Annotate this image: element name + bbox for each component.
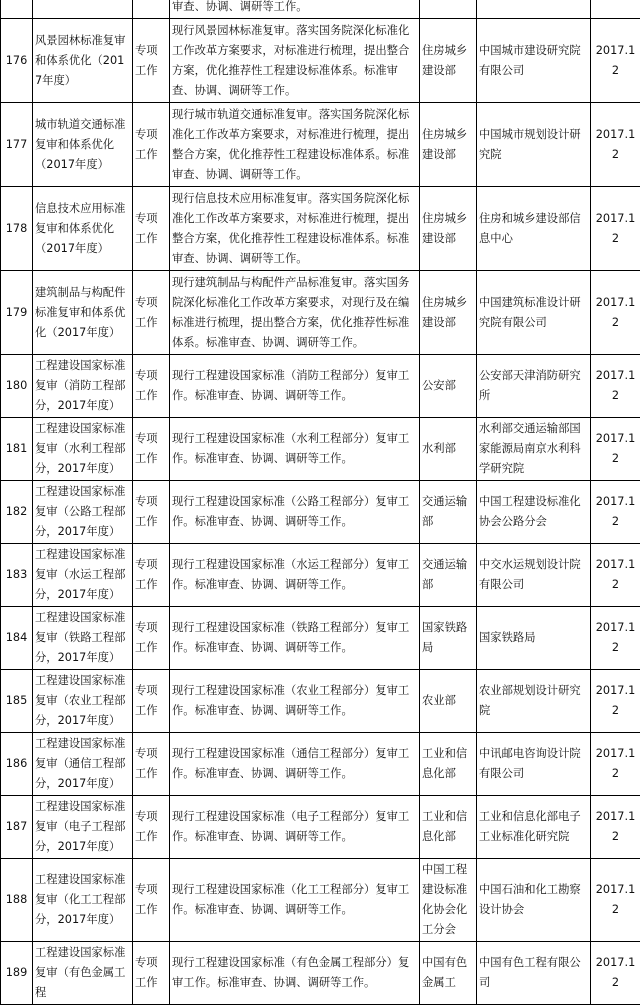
table-row: [1, 103, 640, 187]
cell-department: 住房城乡建设部: [420, 271, 477, 355]
cell-department: 交通运输部: [420, 544, 477, 607]
cell-type: 专项工作: [133, 796, 170, 859]
cell-type: 专项工作: [133, 544, 170, 607]
cell-number: 186: [1, 733, 33, 796]
table-row: [1, 355, 640, 418]
cell-project: 城市轨道交通标准复审和体系优化（2017年度）: [33, 103, 133, 187]
cell-date: 2017.12: [591, 418, 640, 481]
table-row: [1, 942, 640, 1005]
cell-unit: 中讯邮电咨询设计院有限公司: [477, 733, 591, 796]
cell-type: 专项工作: [133, 859, 170, 942]
cell-type: 专项工作: [133, 355, 170, 418]
cell-project: 建筑制品与构配件标准复审和体系优化（2017年度）: [33, 271, 133, 355]
cell-content: 现行工程建设国家标准（电子工程部分）复审工作。标准审查、协调、调研等工作。: [170, 796, 420, 859]
cell-project: 工程建设国家标准复审（消防工程部分，2017年度）: [33, 355, 133, 418]
cell-number: [1, 0, 33, 19]
cell-unit: 中国城市建设研究院有限公司: [477, 19, 591, 103]
cell-department: 交通运输部: [420, 481, 477, 544]
cell-unit: 水利部交通运输部国家能源局南京水利科学研究院: [477, 418, 591, 481]
cell-type: 专项工作: [133, 19, 170, 103]
cell-department: [420, 0, 477, 19]
cell-date: 2017.12: [591, 733, 640, 796]
cell-project: 工程建设国家标准复审（化工工程部分，2017年度）: [33, 859, 133, 942]
cell-number: 187: [1, 796, 33, 859]
table-row: [1, 544, 640, 607]
cell-department: 公安部: [420, 355, 477, 418]
cell-project: 工程建设国家标准复审（农业工程部分，2017年度）: [33, 670, 133, 733]
cell-unit: 中国工程建设标准化协会公路分会: [477, 481, 591, 544]
cell-unit: 中国城市规划设计研究院: [477, 103, 591, 187]
table-row: [1, 187, 640, 271]
cell-content: 现行工程建设国家标准（水运工程部分）复审工作。标准审查、协调、调研等工作。: [170, 544, 420, 607]
cell-number: 176: [1, 19, 33, 103]
cell-unit: [477, 0, 591, 19]
cell-content: 现行工程建设国家标准（水利工程部分）复审工作。标准审查、协调、调研等工作。: [170, 418, 420, 481]
table-row: [1, 859, 640, 942]
cell-date: 2017.12: [591, 103, 640, 187]
cell-project: 工程建设国家标准复审（公路工程部分，2017年度）: [33, 481, 133, 544]
cell-type: [133, 0, 170, 19]
table-row: [1, 481, 640, 544]
cell-project: 工程建设国家标准复审（有色金属工程: [33, 942, 133, 1005]
cell-number: 188: [1, 859, 33, 942]
cell-unit: 中交水运规划设计院有限公司: [477, 544, 591, 607]
cell-department: 住房城乡建设部: [420, 19, 477, 103]
cell-project: [33, 0, 133, 19]
cell-date: 2017.12: [591, 859, 640, 942]
cell-type: 专项工作: [133, 271, 170, 355]
cell-date: 2017.12: [591, 271, 640, 355]
cell-type: 专项工作: [133, 418, 170, 481]
table-row: [1, 796, 640, 859]
cell-number: 185: [1, 670, 33, 733]
cell-department: 中国工程建设标准化协会化工分会: [420, 859, 477, 942]
cell-unit: 工业和信息化部电子工业标准化研究院: [477, 796, 591, 859]
cell-type: 专项工作: [133, 607, 170, 670]
cell-content: 现行工程建设国家标准（有色金属工程部分）复审工作。标准审查、协调、调研等工作。: [170, 942, 420, 1005]
cell-type: 专项工作: [133, 481, 170, 544]
cell-content: 现行工程建设国家标准（化工工程部分）复审工作。标准审查、协调、调研等工作。: [170, 859, 420, 942]
cell-number: 179: [1, 271, 33, 355]
cell-unit: 中国石油和化工勘察设计协会: [477, 859, 591, 942]
cell-number: 178: [1, 187, 33, 271]
cell-unit: 公安部天津消防研究所: [477, 355, 591, 418]
cell-content: 现行风景园林标准复审。落实国务院深化标准化工作改革方案要求，对标准进行梳理，提出整合方案，优化推荐性工程建设标准体系。标准审查、协调、调研等工作。: [170, 19, 420, 103]
cell-project: 工程建设国家标准复审（电子工程部分，2017年度）: [33, 796, 133, 859]
cell-department: 住房城乡建设部: [420, 187, 477, 271]
cell-project: 工程建设国家标准复审（水运工程部分，2017年度）: [33, 544, 133, 607]
cell-number: 189: [1, 942, 33, 1005]
cell-date: 2017.12: [591, 942, 640, 1005]
cell-department: 住房城乡建设部: [420, 103, 477, 187]
cell-number: 177: [1, 103, 33, 187]
cell-date: 2017.12: [591, 670, 640, 733]
cell-type: 专项工作: [133, 942, 170, 1005]
cell-unit: 中国有色工程有限公司: [477, 942, 591, 1005]
table-row: [1, 418, 640, 481]
cell-type: 专项工作: [133, 733, 170, 796]
cell-department: 工业和信息化部: [420, 733, 477, 796]
cell-date: 2017.12: [591, 355, 640, 418]
cell-department: 工业和信息化部: [420, 796, 477, 859]
table-row: [1, 271, 640, 355]
cell-project: 风景园林标准复审和体系优化（2017年度）: [33, 19, 133, 103]
cell-type: 专项工作: [133, 670, 170, 733]
cell-content: 现行工程建设国家标准（农业工程部分）复审工作。标准审查、协调、调研等工作。: [170, 670, 420, 733]
cell-date: 2017.12: [591, 481, 640, 544]
cell-department: 水利部: [420, 418, 477, 481]
table-row: [1, 670, 640, 733]
cell-content: 现行工程建设国家标准（铁路工程部分）复审工作。标准审查、协调、调研等工作。: [170, 607, 420, 670]
cell-project: 信息技术应用标准复审和体系优化（2017年度）: [33, 187, 133, 271]
cell-number: 181: [1, 418, 33, 481]
table-row-partial: [1, 0, 640, 19]
cell-content: 现行城市轨道交通标准复审。落实国务院深化标准化工作改革方案要求，对标准进行梳理，提出整合方案，优化推荐性工程建设标准体系。标准审查、协调、调研等工作。: [170, 103, 420, 187]
cell-date: 2017.12: [591, 187, 640, 271]
cell-date: 2017.12: [591, 544, 640, 607]
cell-number: 183: [1, 544, 33, 607]
table-row: [1, 733, 640, 796]
cell-project: 工程建设国家标准复审（铁路工程部分，2017年度）: [33, 607, 133, 670]
cell-date: 2017.12: [591, 19, 640, 103]
cell-number: 180: [1, 355, 33, 418]
cell-project: 工程建设国家标准复审（通信工程部分，2017年度）: [33, 733, 133, 796]
cell-department: 国家铁路局: [420, 607, 477, 670]
cell-number: 184: [1, 607, 33, 670]
cell-number: 182: [1, 481, 33, 544]
cell-content: 现行工程建设国家标准（消防工程部分）复审工作。标准审查、协调、调研等工作。: [170, 355, 420, 418]
cell-unit: 中国建筑标准设计研究院有限公司: [477, 271, 591, 355]
cell-type: 专项工作: [133, 187, 170, 271]
cell-type: 专项工作: [133, 103, 170, 187]
cell-date: 2017.12: [591, 796, 640, 859]
cell-content: 现行工程建设国家标准（公路工程部分）复审工作。标准审查、协调、调研等工作。: [170, 481, 420, 544]
cell-unit: 住房和城乡建设部信息中心: [477, 187, 591, 271]
cell-unit: 农业部规划设计研究院: [477, 670, 591, 733]
cell-date: [591, 0, 640, 19]
cell-content: 现行信息技术应用标准复审。落实国务院深化标准化工作改革方案要求，对标准进行梳理，提出整合方案，优化推荐性工程建设标准体系。标准审查、协调、调研等工作。: [170, 187, 420, 271]
cell-content: 现行建筑制品与构配件产品标准复审。落实国务院深化标准化工作改革方案要求，对现行及在编标准进行梳理，提出整合方案，优化推荐性标准体系。标准审查、协调、调研等工作。: [170, 271, 420, 355]
cell-unit: 国家铁路局: [477, 607, 591, 670]
cell-department: 中国有色金属工: [420, 942, 477, 1005]
table-row: [1, 19, 640, 103]
cell-project: 工程建设国家标准复审（水利工程部分，2017年度）: [33, 418, 133, 481]
cell-content: 审查、协调、调研等工作。: [170, 0, 420, 19]
table-row: [1, 607, 640, 670]
cell-date: 2017.12: [591, 607, 640, 670]
cell-department: 农业部: [420, 670, 477, 733]
cell-content: 现行工程建设国家标准（通信工程部分）复审工作。标准审查、协调、调研等工作。: [170, 733, 420, 796]
